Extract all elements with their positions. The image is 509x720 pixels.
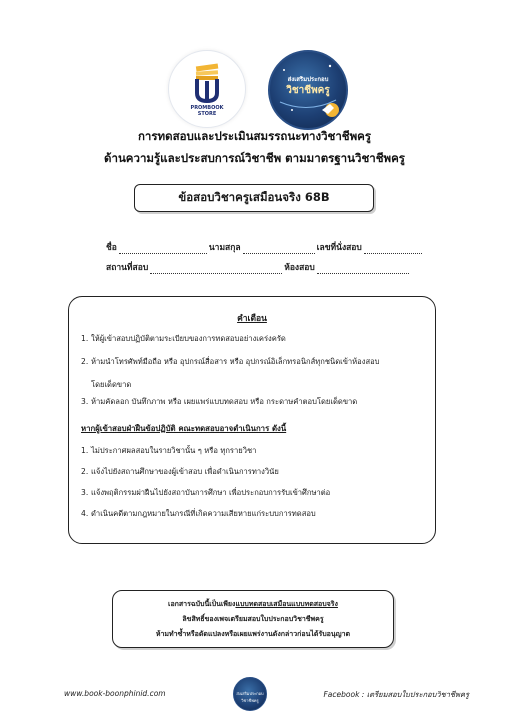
- facebook-link[interactable]: Facebook : เตรียมสอบใบประกอบวิชาชีพครู: [323, 690, 469, 699]
- prombook-store-logo: [168, 50, 246, 128]
- exam-place-field[interactable]: [150, 264, 282, 274]
- notice-list: [81, 333, 429, 419]
- logo-row: [0, 50, 509, 126]
- last-name-field[interactable]: [243, 244, 315, 254]
- logo-text-line2: วิชาชีพครู: [286, 85, 330, 96]
- copyright-line1-prefix: เอกสารฉบับนี้เป็นเพียง: [168, 600, 236, 608]
- penalty-item-text: แจ้งไปยังสถานศึกษาของผู้เข้าสอบ เพื่อดำเนินการทางวินัย: [91, 467, 279, 476]
- penalty-item-number: 1.: [81, 446, 89, 455]
- notice-box: [68, 296, 436, 544]
- room-field[interactable]: [317, 264, 409, 274]
- copyright-box: [112, 590, 394, 648]
- page-subtitle: ด้านความรู้และประสบการณ์วิชาชีพ ตามมาตรฐานวิชาชีพครู: [104, 151, 405, 165]
- exam-title: ข้อสอบวิชาครูเสมือนจริง 68B: [178, 190, 330, 204]
- penalty-item-number: 4.: [81, 509, 89, 518]
- website-link[interactable]: www.book-boonphinid.com: [64, 689, 166, 698]
- notice-item-text: ให้ผู้เข้าสอบปฏิบัติตามระเบียบของการทดสอบอย่างเคร่งครัด: [91, 334, 286, 343]
- seat-no-field[interactable]: [364, 244, 422, 254]
- seat-no-label: เลขที่นั่งสอบ: [316, 243, 362, 253]
- penalty-item-2: [81, 466, 429, 487]
- first-name-field[interactable]: [119, 244, 207, 254]
- penalty-item-text: แจ้งพฤติกรรมผ่าฝืนไปยังสถาบันการศึกษา เพื่อประกอบการรับเข้าศึกษาต่อ: [91, 488, 331, 497]
- notice-item-text: ห้ามคัดลอก บันทึกภาพ หรือ เผยแพร่แบบทดสอบ หรือ กระดาษคำตอบโดยเด็ดขาด: [91, 397, 358, 406]
- book-u-icon: [169, 55, 245, 105]
- notice-item-number: 3.: [81, 397, 89, 406]
- logo-text-line1: ส่งเสริมประกอบ: [287, 76, 329, 83]
- copyright-line1: [113, 599, 393, 610]
- notice-item-number: 2.: [81, 357, 89, 366]
- notice-item-number: 1.: [81, 334, 89, 343]
- page-title: การทดสอบและประเมินสมรรถนะทางวิชาชีพครู: [137, 129, 372, 143]
- copyright-line2: ลิขสิทธิ์ของเพจเตรียมสอบใบประกอบวิชาชีพครู: [182, 615, 324, 623]
- form-row-place: [106, 254, 426, 274]
- exam-title-box: [134, 184, 374, 212]
- copyright-line1-underlined: แบบทดสอบเสมือนแบบทดสอบจริง: [235, 600, 338, 608]
- notice-item-text: [91, 356, 429, 396]
- copyright-line3: ห้ามทำซ้ำหรือดัดแปลงหรือเผยแพร่งานดังกล่าวก่อนได้รับอนุญาต: [155, 630, 351, 638]
- penalty-item-1: [81, 445, 429, 466]
- penalty-item-text: ไม่ประกาศผลสอบในรายวิชานั้น ๆ หรือ ทุกรายวิชา: [91, 446, 257, 455]
- penalty-item-text: ดำเนินคดีตามกฎหมายในกรณีที่เกิดความเสียหายแก่ระบบการทดสอบ: [91, 509, 316, 518]
- teacher-license-logo: [268, 50, 348, 130]
- room-label: ห้องสอบ: [284, 263, 315, 273]
- last-name-label: นามสกุล: [208, 243, 241, 253]
- notice-item-1: [81, 333, 429, 356]
- prombook-brand-line1: PROMBOOK: [190, 105, 224, 111]
- prombook-brand-line2: STORE: [197, 111, 217, 117]
- notice-item-2: [81, 356, 429, 396]
- penalty-item-number: 2.: [81, 467, 89, 476]
- candidate-info-form: [106, 234, 426, 274]
- notice-title: คำเตือน: [237, 314, 267, 324]
- penalty-title: หากผู้เข้าสอบฝ่าฝืนข้อปฏิบัติ คณะทดสอบอาจดำเนินการ ดังนี้: [81, 424, 287, 433]
- footer-logo-text: ส่งเสริมประกอบวิชาชีพครู: [236, 691, 264, 703]
- footer-logo: [233, 677, 267, 711]
- exam-place-label: สถานที่สอบ: [106, 263, 149, 273]
- penalty-item-4: [81, 508, 429, 529]
- notice-item-3: [81, 396, 429, 419]
- penalty-list: [81, 445, 429, 529]
- form-row-name: [106, 234, 426, 254]
- notice-item-text-line2: โดยเด็ดขาด: [91, 380, 132, 389]
- notice-item-text-line1: ห้ามนำโทรศัพท์มือถือ หรือ อุปกรณ์สื่อสาร หรือ อุปกรณ์อิเล็กทรอนิกส์ทุกชนิดเข้าห้องสอบ: [91, 357, 380, 366]
- penalty-item-3: [81, 487, 429, 508]
- first-name-label: ชื่อ: [106, 243, 117, 253]
- penalty-item-number: 3.: [81, 488, 89, 497]
